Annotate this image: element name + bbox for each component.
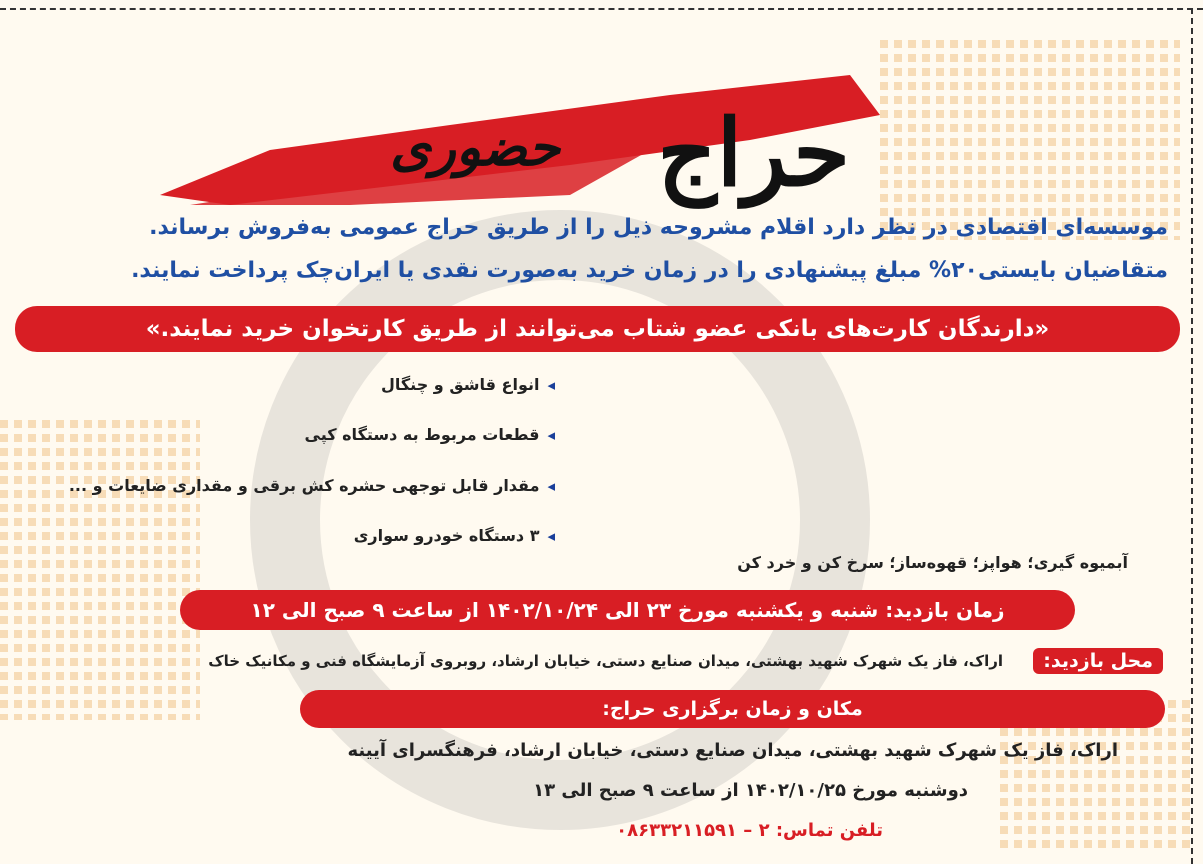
title-sub: حضوری [390,117,560,178]
auction-header-banner: مکان و زمان برگزاری حراج: [300,690,1165,728]
auction-time: دوشنبه مورخ ۱۴۰۲/۱۰/۲۵ از ساعت ۹ صبح الی ۱۳ [533,780,968,801]
contact-phone: تلفن تماس: ۲ – ۰۸۶۳۳۲۱۱۵۹۱ [616,820,883,841]
visit-place-text: اراک، فاز یک شهرک شهید بهشتی، میدان صنایع دستی، خیابان ارشاد، روبروی آزمایشگاه فنی و مکانیک خاک [208,652,1003,670]
item-text: مقدار قابل توجهی حشره کش برقی و مقداری ضایعات و ... [68,476,540,495]
item-text: انواع قاشق و چنگال [380,375,540,394]
dashed-border-top [0,8,1203,10]
list-item [0,375,555,394]
item-text: ۳ دستگاه خودرو سواری [353,526,540,545]
watermark-ring [250,210,870,830]
bullet-icon: ◂ [547,526,555,545]
list-item [0,526,555,545]
bullet-icon: ◂ [547,425,555,444]
visit-place-label: محل بازدید: [1033,648,1163,674]
dot-pattern-left [0,420,200,720]
dot-pattern-right [880,40,1180,240]
title-area [150,55,890,215]
list-item [0,476,555,495]
dashed-border-right [1191,8,1193,864]
card-payment-banner: «دارندگان کارت‌های بانکی عضو شتاب می‌توانند از طریق کارتخوان خرید نمایند.» [15,306,1180,352]
intro-line-1: موسسه‌ای اقتصادی در نظر دارد اقلام مشروحه ذیل را از طریق حراج عمومی به‌فروش برساند. [149,215,1168,240]
visit-time-banner: زمان بازدید: شنبه و یکشنبه مورخ ۲۳ الی ۱۴۰۲/۱۰/۲۴ از ساعت ۹ صبح الی ۱۲ [180,590,1075,630]
bullet-icon: ◂ [547,375,555,394]
intro-line-2: متقاضیان بایستی۲۰% مبلغ پیشنهادی را در زمان خرید به‌صورت نقدی یا ایران‌چک پرداخت نمایند. [131,258,1168,283]
title-main: حراج [657,99,850,207]
list-item [0,425,555,444]
items-right-extra: آبمیوه گیری؛ هواپز؛ قهوه‌ساز؛ سرخ کن و خرد کن [737,553,1128,572]
item-text: قطعات مربوط به دستگاه کپی [304,425,540,444]
auction-place: اراک، فاز یک شهرک شهید بهشتی، میدان صنایع دستی، خیابان ارشاد، فرهنگسرای آیینه [347,740,1118,761]
bullet-icon: ◂ [547,476,555,495]
